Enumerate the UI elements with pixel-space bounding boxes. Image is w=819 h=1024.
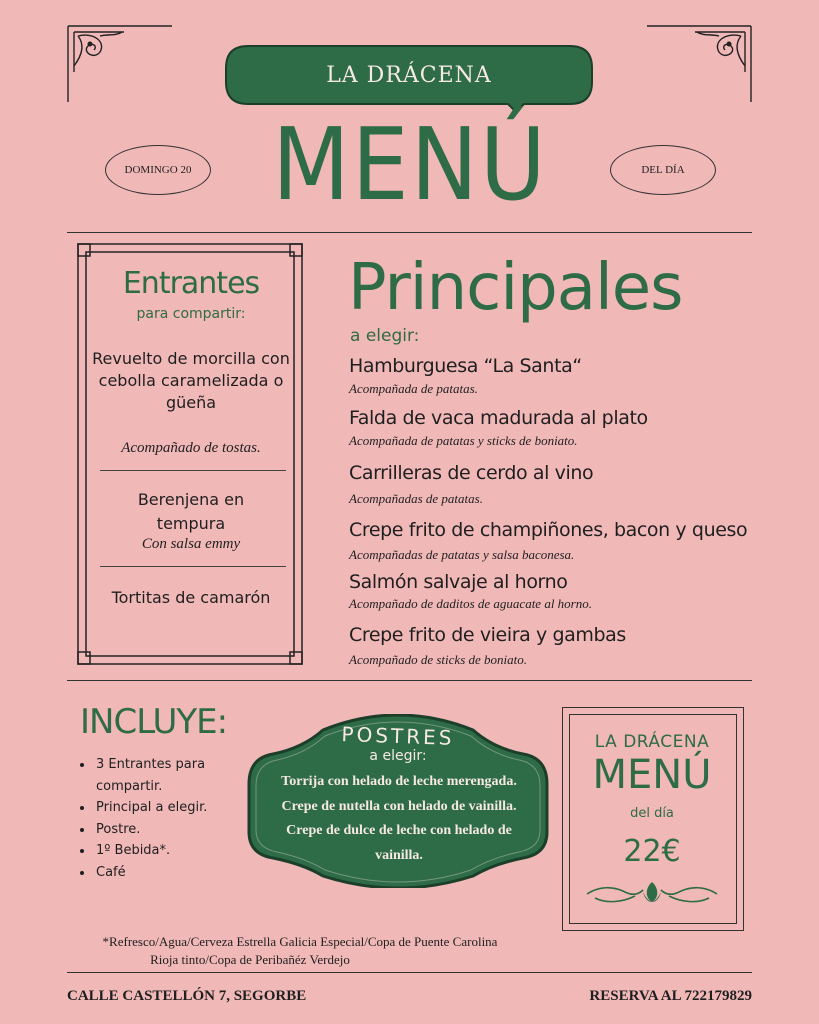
dish-name: Salmón salvaje al horno bbox=[349, 571, 568, 593]
entrantes-divider bbox=[100, 566, 286, 567]
entrante-item: Tortitas de camarón bbox=[111, 588, 271, 607]
list-item: • Principal a elegir. bbox=[94, 797, 244, 819]
del-dia-oval: DEL DÍA bbox=[610, 145, 716, 195]
list-item: • Postre. bbox=[94, 819, 244, 841]
date-oval: DOMINGO 20 bbox=[105, 145, 211, 195]
list-item: • Café bbox=[94, 862, 244, 884]
principales-subtitle: a elegir: bbox=[350, 326, 420, 346]
entrante-note: Acompañado de tostas. bbox=[121, 440, 261, 456]
divider-top bbox=[67, 232, 752, 233]
dish-note: Acompañada de patatas y sticks de boniato. bbox=[349, 433, 578, 448]
list-item: Crepe de nutella con helado de vainilla. bbox=[281, 798, 517, 814]
divider-bottom bbox=[67, 972, 752, 973]
drink-footnote bbox=[40, 933, 580, 969]
page-title: MENÚ bbox=[272, 106, 548, 223]
price-menu-title: MENÚ bbox=[592, 752, 712, 798]
dish-note: Acompañadas de patatas y salsa baconesa. bbox=[349, 547, 575, 562]
lotus-ornament-icon bbox=[583, 878, 721, 908]
incluye-title: INCLUYE: bbox=[80, 702, 228, 742]
postres-subtitle: a elegir: bbox=[369, 748, 427, 764]
price-brand: LA DRÁCENA bbox=[594, 732, 710, 752]
dish-name: Carrilleras de cerdo al vino bbox=[349, 462, 594, 484]
brand-name: LA DRÁCENA bbox=[326, 62, 492, 88]
dish-note: Acompañado de sticks de boniato. bbox=[349, 652, 527, 667]
list-item: Crepe de dulce de leche con helado de vainilla. bbox=[286, 823, 512, 863]
list-item: Torrija con helado de leche merengada. bbox=[281, 774, 517, 789]
dish-note: Acompañado de daditos de aguacate al horno. bbox=[349, 596, 592, 611]
incluye-list bbox=[78, 754, 244, 883]
postres-list bbox=[258, 770, 540, 868]
corner-ornament-left-icon bbox=[64, 22, 176, 104]
entrante-item: Berenjena en tempura bbox=[137, 490, 245, 533]
entrantes-title: Entrantes bbox=[122, 266, 260, 301]
entrantes-divider bbox=[100, 470, 286, 471]
dish-note: Acompañadas de patatas. bbox=[349, 491, 483, 506]
brand-banner bbox=[224, 44, 594, 106]
price-subtitle: del día bbox=[630, 806, 674, 821]
dish-note: Acompañada de patatas. bbox=[349, 381, 478, 396]
divider-middle bbox=[67, 680, 752, 681]
dish-name: Crepe frito de champiñones, bacon y queso bbox=[349, 519, 748, 541]
entrante-item: Revuelto de morcilla con cebolla caramelizada o güeña bbox=[92, 349, 290, 412]
entrante-note: Con salsa emmy bbox=[141, 536, 241, 552]
dish-name: Crepe frito de vieira y gambas bbox=[349, 624, 626, 646]
entrantes-subtitle: para compartir: bbox=[136, 306, 246, 322]
reservation-phone: RESERVA AL 722179829 bbox=[589, 988, 752, 1004]
dish-name: Hamburguesa “La Santa“ bbox=[349, 355, 582, 377]
principales-title: Principales bbox=[348, 251, 683, 325]
list-item: • 3 Entrantes para compartir. bbox=[94, 754, 244, 797]
address: CALLE CASTELLÓN 7, SEGORBE bbox=[67, 988, 307, 1004]
dish-name: Falda de vaca madurada al plato bbox=[349, 407, 648, 429]
footnote-line: Rioja tinto/Copa de Peribañéz Verdejo bbox=[150, 952, 350, 967]
footnote-line: *Refresco/Agua/Cerveza Estrella Galicia Especial/Copa de Puente Carolina bbox=[102, 934, 498, 949]
price-value: 22€ bbox=[623, 834, 681, 869]
corner-ornament-right-icon bbox=[643, 22, 755, 104]
postres-title: POSTRES bbox=[341, 722, 455, 750]
list-item: • 1º Bebida*. bbox=[94, 840, 244, 862]
